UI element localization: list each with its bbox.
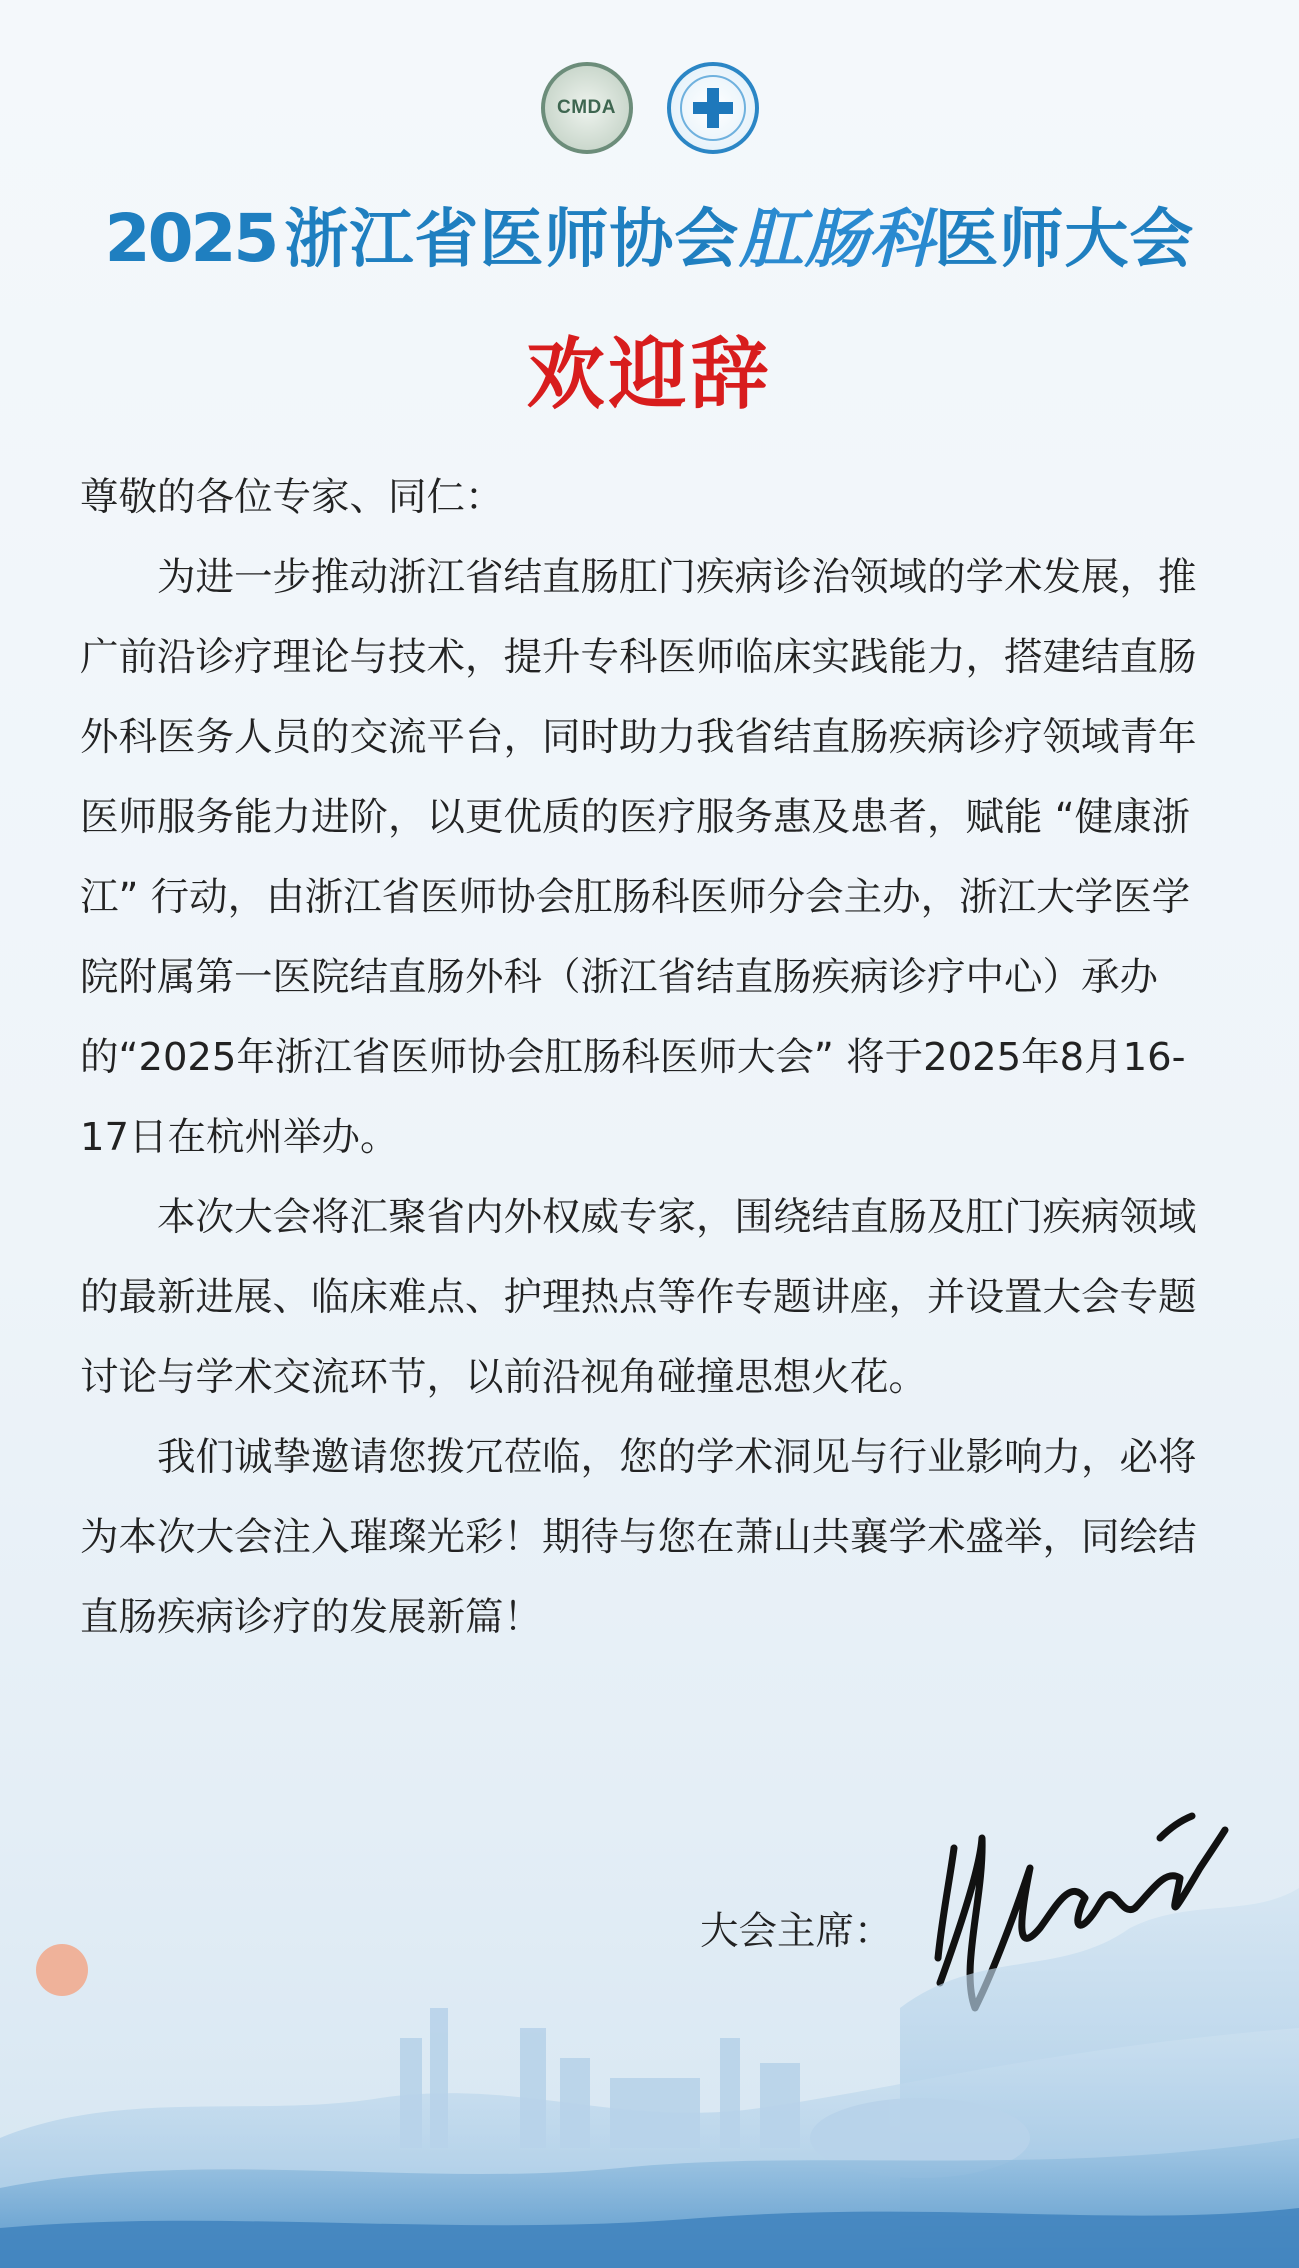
page-title <box>0 188 1299 280</box>
salutation: 尊敬的各位专家、同仁： <box>80 475 504 520</box>
paragraph-3: 我们诚挚邀请您拨冗莅临，您的学术洞见与行业影响力，必将为本次大会注入璀璨光彩！期待与您在萧山共襄学术盛举，同绘结直肠疾病诊疗的发展新篇！ <box>80 1435 1197 1640</box>
zhejiang-medical-cross-icon <box>667 62 759 154</box>
paragraph-2: 本次大会将汇聚省内外权威专家，围绕结直肠及肛门疾病领域的最新进展、临床难点、护理热点等作专题讲座，并设置大会专题讨论与学术交流环节，以前沿视角碰撞思想火花。 <box>80 1195 1197 1400</box>
cmda-logo-text: CMDA <box>557 97 616 118</box>
title-part-2: 肛肠科 <box>739 202 935 277</box>
letter-body <box>80 458 1220 1658</box>
city-skyline-scenery <box>0 1888 1299 2268</box>
title-part-1: 浙江省医师协会 <box>284 203 740 277</box>
title-part-3: 医师大会 <box>934 203 1195 277</box>
welcome-heading: 欢迎辞 <box>526 329 773 420</box>
logo-row <box>0 62 1299 154</box>
title-year: 2025 <box>104 200 277 277</box>
cmda-emblem-icon <box>541 62 633 154</box>
paragraph-1: 为进一步推动浙江省结直肠肛门疾病诊治领域的学术发展，推广前沿诊疗理论与技术，提升专科医师临床实践能力，搭建结直肠外科医务人员的交流平台，同时助力我省结直肠疾病诊疗领域青年医师服务能力进阶，以更优质的医疗服务惠及患者，赋能 “健康浙江” 行动，由浙江省医师协会肛肠科医师分会主办，浙江大学医学院附属第一医院结直肠外科（浙江省结直肠疾病诊疗中心）承办的“2025年浙江省医师协会肛肠科医师大会” 将于2025年8月16-17日在杭州举办。 <box>80 555 1197 1160</box>
signature-label: 大会主席： <box>700 1909 893 1954</box>
